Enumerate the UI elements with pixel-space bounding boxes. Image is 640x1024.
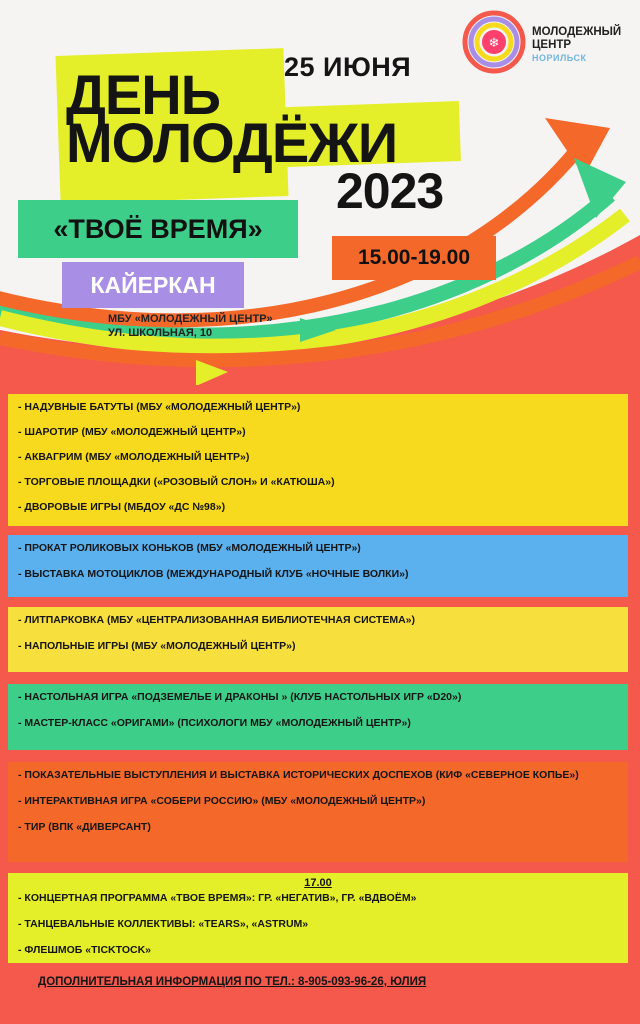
place-text: КАЙЕРКАН xyxy=(90,271,216,298)
slogan-badge xyxy=(18,200,298,258)
svg-text:❄: ❄ xyxy=(488,36,500,51)
concert-time: 17.00 xyxy=(304,877,332,889)
event-date: 25 ИЮНЯ xyxy=(284,52,412,82)
logo-text xyxy=(532,26,621,65)
title-line1: ДЕНЬ xyxy=(66,63,220,126)
program-block-2 xyxy=(8,535,628,597)
list-item: - НАПОЛЬНЫЕ ИГРЫ (МБУ «МОЛОДЕЖНЫЙ ЦЕНТР») xyxy=(18,640,296,652)
list-item: - ФЛЕШМОБ «TICKTOCK» xyxy=(18,944,152,956)
title-line2: МОЛОДЁЖИ xyxy=(66,111,398,174)
logo-line2: ЦЕНТР xyxy=(532,39,572,51)
time-badge xyxy=(332,236,496,280)
logo-city: НОРИЛЬСК xyxy=(532,53,587,63)
list-item: - ПРОКАТ РОЛИКОВЫХ КОНЬКОВ (МБУ «МОЛОДЕЖНЫЙ ЦЕНТР») xyxy=(18,542,361,554)
list-item: - ВЫСТАВКА МОТОЦИКЛОВ (МЕЖДУНАРОДНЫЙ КЛУБ «НОЧНЫЕ ВОЛКИ») xyxy=(18,568,409,580)
program-block-1 xyxy=(8,394,628,526)
list-item: - ИНТЕРАКТИВНАЯ ИГРА «СОБЕРИ РОССИЮ» (МБУ «МОЛОДЕЖНЫЙ ЦЕНТР») xyxy=(18,795,426,807)
list-item: - МАСТЕР-КЛАСС «ОРИГАМИ» (ПСИХОЛОГИ МБУ «МОЛОДЕЖНЫЙ ЦЕНТР») xyxy=(18,717,411,729)
list-item: - ТАНЦЕВАЛЬНЫЕ КОЛЛЕКТИВЫ: «TEARS», «ASTRUM» xyxy=(18,918,309,930)
list-item: - КОНЦЕРТНАЯ ПРОГРАММА «ТВОЕ ВРЕМЯ»: ГР. «НЕГАТИВ», ГР. «ВДВОЁМ» xyxy=(18,892,417,904)
list-item: - ТИР (ВПК «ДИВЕРСАНТ) xyxy=(18,821,151,833)
venue-street: УЛ. ШКОЛЬНАЯ, 10 xyxy=(108,327,213,339)
slogan-text: «ТВОЁ ВРЕМЯ» xyxy=(53,213,263,244)
list-item: - ПОКАЗАТЕЛЬНЫЕ ВЫСТУПЛЕНИЯ И ВЫСТАВКА ИСТОРИЧЕСКИХ ДОСПЕХОВ (КИФ «СЕВЕРНОЕ КОПЬЕ») xyxy=(18,769,579,781)
list-item: - ЛИТПАРКОВКА (МБУ «ЦЕНТРАЛИЗОВАННАЯ БИБЛИОТЕЧНАЯ СИСТЕМА») xyxy=(18,614,416,626)
header-area xyxy=(0,0,640,385)
list-item: - АКВАГРИМ (МБУ «МОЛОДЕЖНЫЙ ЦЕНТР») xyxy=(18,451,250,463)
place-badge xyxy=(62,262,244,308)
logo-line1: МОЛОДЕЖНЫЙ xyxy=(532,26,622,38)
list-item: - НАДУВНЫЕ БАТУТЫ (МБУ «МОЛОДЕЖНЫЙ ЦЕНТР») xyxy=(18,401,301,413)
venue-address xyxy=(108,312,273,340)
list-item: - ДВОРОВЫЕ ИГРЫ (МБДОУ «ДС №98») xyxy=(18,501,226,513)
program-block-6 xyxy=(8,873,628,963)
time-text: 15.00-19.00 xyxy=(357,246,471,269)
contact-info: ДОПОЛНИТЕЛЬНАЯ ИНФОРМАЦИЯ ПО ТЕЛ.: 8-905-093-96-26, ЮЛИЯ xyxy=(38,976,427,988)
title-year: 2023 xyxy=(336,163,444,219)
list-item: - ШАРОТИР (МБУ «МОЛОДЕЖНЫЙ ЦЕНТР») xyxy=(18,426,246,438)
program-block-5 xyxy=(8,762,628,862)
list-item: - ТОРГОВЫЕ ПЛОЩАДКИ («РОЗОВЫЙ СЛОН» И «КАТЮША») xyxy=(18,476,335,488)
list-item: - НАСТОЛЬНАЯ ИГРА «ПОДЗЕМЕЛЬЕ И ДРАКОНЫ » (КЛУБ НАСТОЛЬНЫХ ИГР «D20») xyxy=(18,691,462,703)
snowflake-ring-logo xyxy=(462,10,526,74)
venue-name: МБУ «МОЛОДЕЖНЫЙ ЦЕНТР» xyxy=(108,313,273,325)
program-block-3 xyxy=(8,607,628,672)
program-block-4 xyxy=(8,684,628,750)
